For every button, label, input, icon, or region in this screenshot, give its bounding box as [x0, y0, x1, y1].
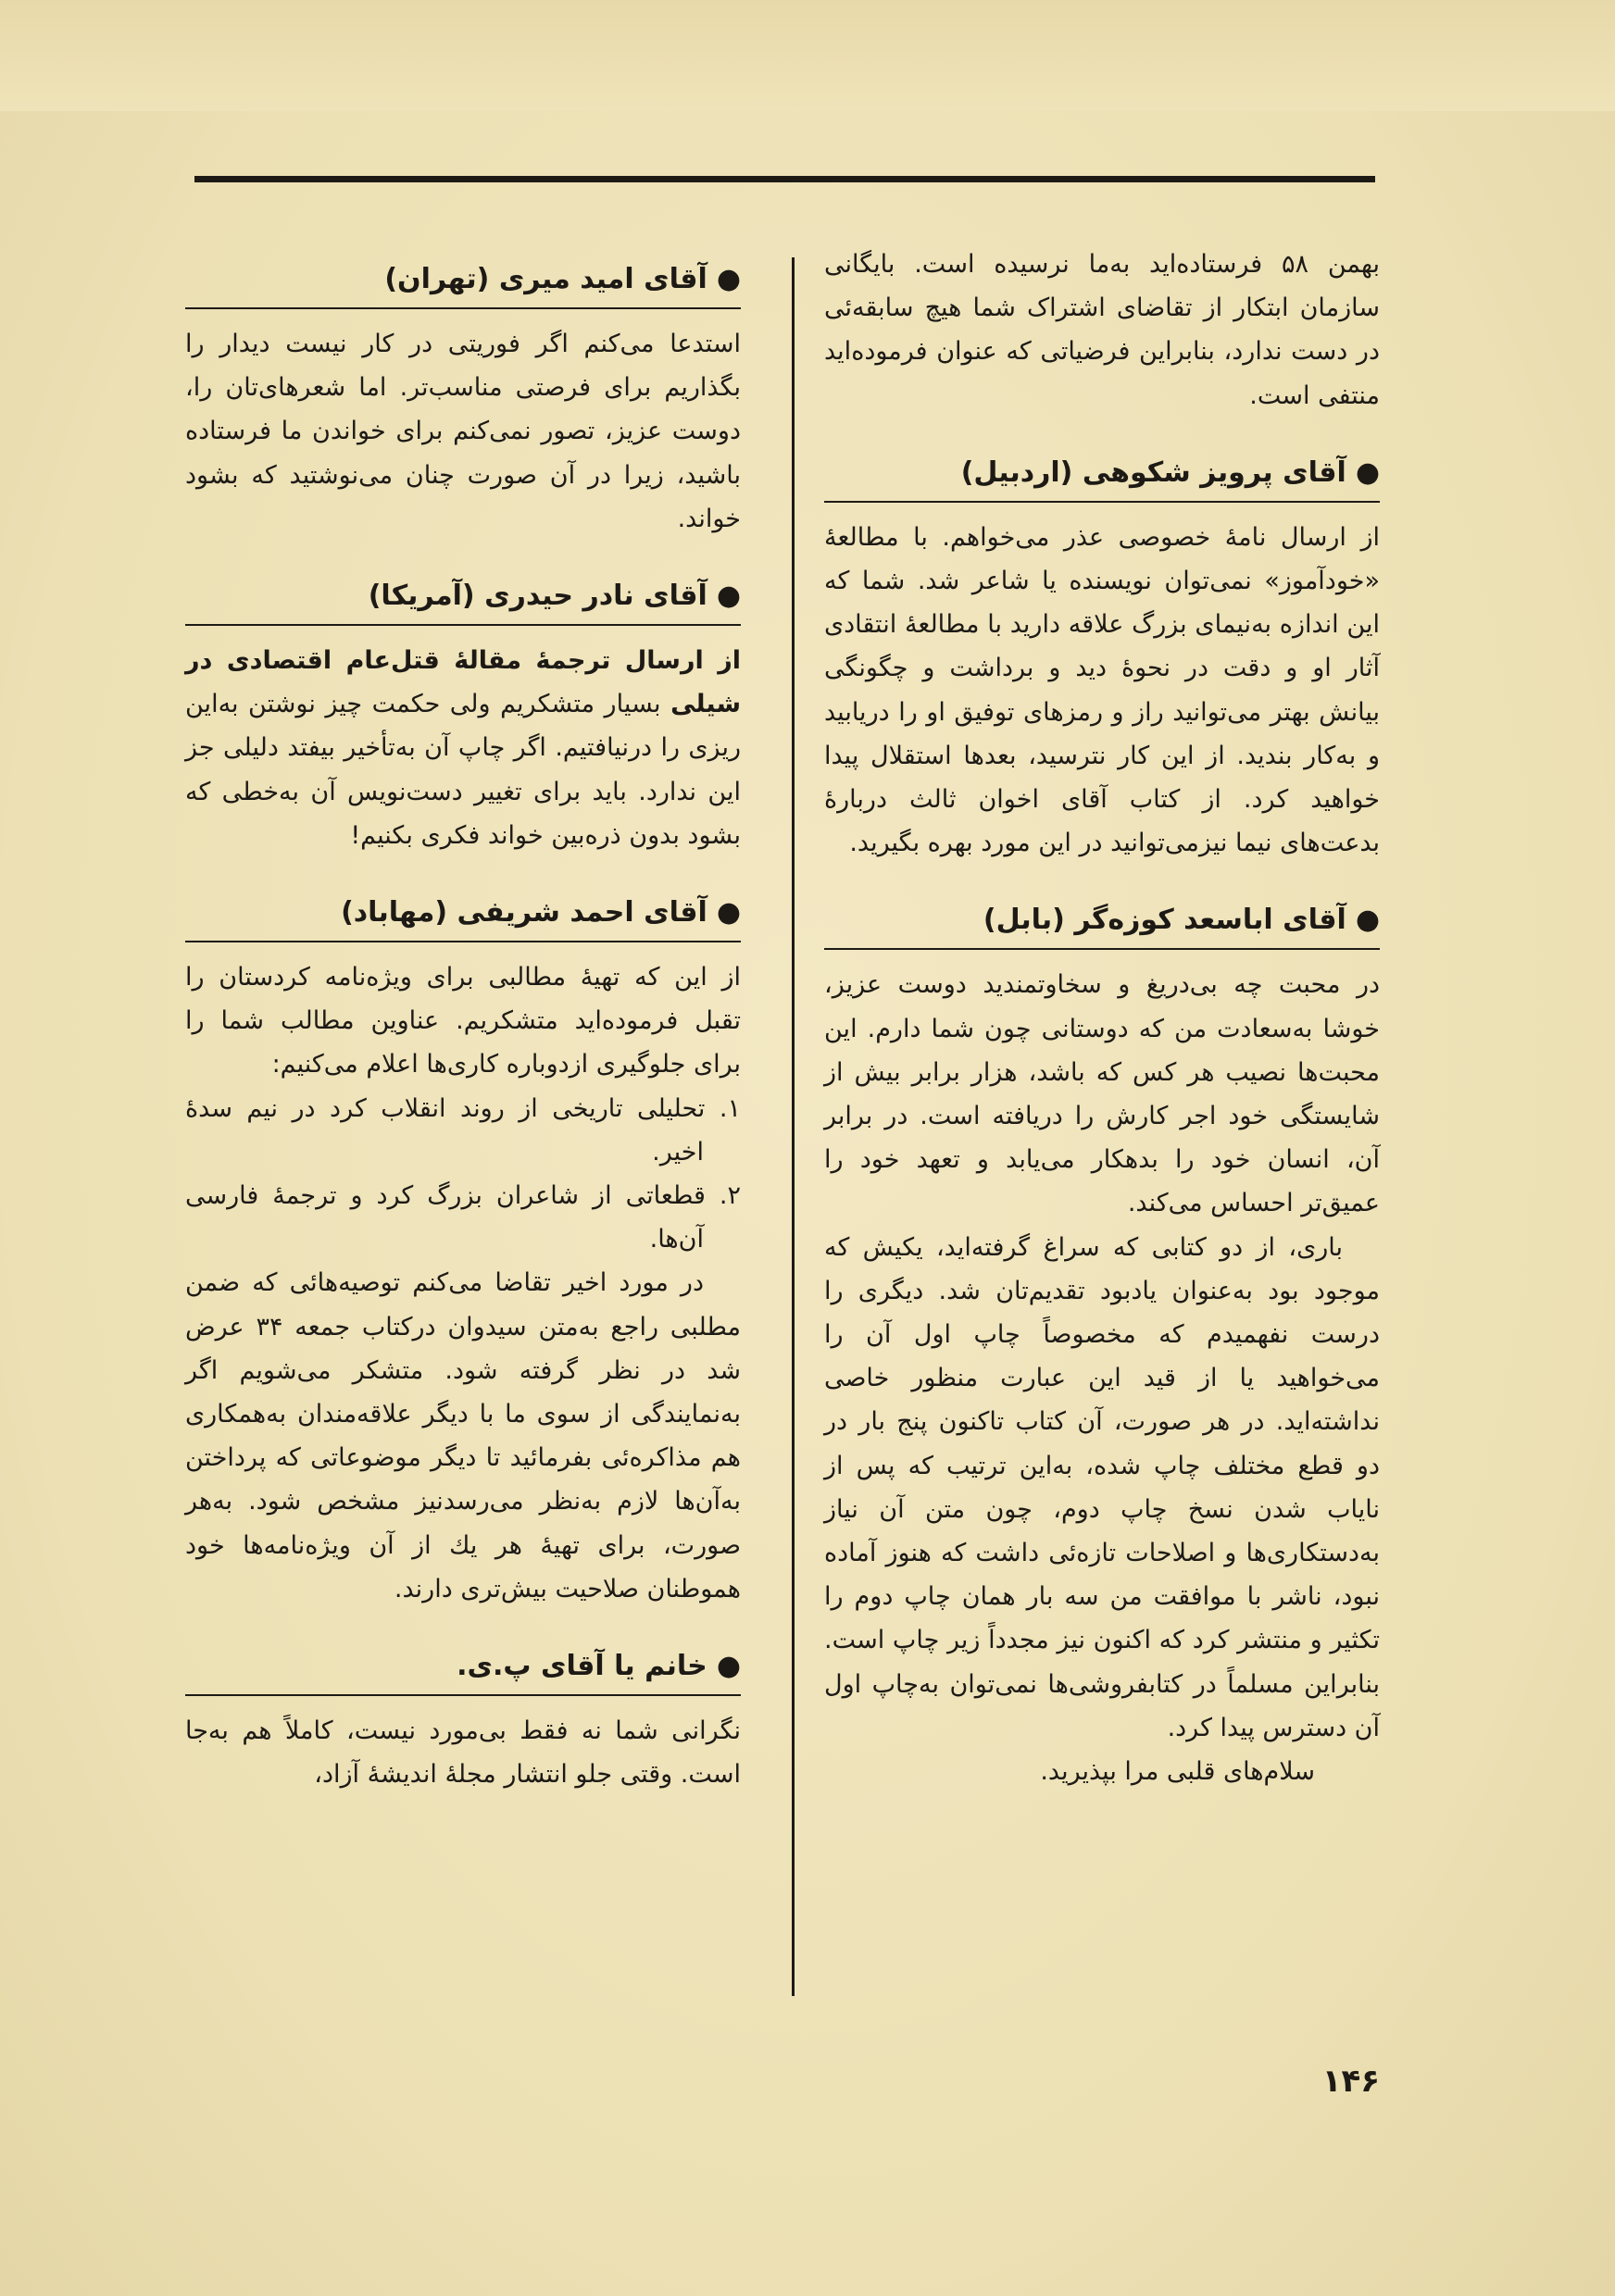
letter-omid-miri: [185, 257, 741, 541]
bullet-icon: ●: [1355, 455, 1380, 489]
bullet-icon: ●: [716, 580, 741, 613]
right-intro: [824, 243, 1380, 418]
letter-heading: [824, 898, 1380, 950]
letter-body: [185, 639, 741, 857]
letter-paragraph: باری، از دو کتابی که سراغ گرفته‌اید، یکیش که موجود بود به‌عنوان یادبود تقدیم‌تان شد. دیگری را درست نفهمیدم که مخصوصاً چاپ اول آن را می‌خواهید یا از قید این عبارت منظور خاصی نداشته‌اید. در هر صورت، آن کتاب تاکنون پنج بار در دو قطع مختلف چاپ شده، به‌این ترتیب که پس از نایاب شدن نسخ چاپ دوم، چون متن آن نیاز به‌دستکاری‌ها و اصلاحات تازه‌ئی داشت که هنوز آماده نبود، ناشر با موافقت من سه بار همان چاپ دوم را تکثیر و منتشر کرد که اکنون نیز مجدداً زیر چاپ است. بنابراین مسلماً در کتابفروشی‌ها نمی‌توان به‌چاپ اول آن دسترس پیدا کرد.: [824, 1232, 1380, 1742]
bullet-icon: ●: [716, 896, 741, 930]
bullet-icon: ●: [1355, 904, 1380, 937]
bullet-icon: ●: [716, 263, 741, 295]
column-divider: [792, 257, 795, 1996]
page-top-edge: [0, 0, 1615, 111]
intro-text: بهمن ۵۸ فرستاده‌اید به‌ما نرسیده است. بایگانی سازمان ابتکار از تقاضای اشتراک شما هیچ سابقه‌ئی در دست ندارد، بنابراین فرضیاتی که عنوان فرموده‌اید منتفی است.: [824, 250, 1380, 410]
letter-parviz-shokouhi: [824, 451, 1380, 866]
letter-heading: [824, 451, 1380, 503]
letter-p-y: [185, 1644, 741, 1796]
list-item: ۱. تحلیلی تاریخی از روند انقلاب کرد در نیم سدهٔ اخیر.: [185, 1093, 741, 1167]
letter-body: از ارسال نامهٔ خصوصی عذر می‌خواهم. با مطالعهٔ «خودآموز» نمی‌توان نویسنده یا شاعر شد. شما که این اندازه به‌نیمای بزرگ علاقه دارید با مطالعهٔ انتقادی آثار او و دقت در نحوهٔ دید و برداشت و چگونگی بیانش بهتر می‌توانید راز و رمزهای توفیق او را دریابید و به‌کار بندید. از این کار نترسید، بعدها استقلال پیدا خواهید کرد. از کتاب آقای اخوان ثالث دربارهٔ بدعت‌های نیما نیزمی‌توانید در این مورد بهره بگیرید.: [824, 522, 1380, 858]
left-column: [185, 243, 741, 1796]
right-column: [824, 243, 1380, 1793]
top-rule: [194, 176, 1375, 182]
letter-body-bold: از ارسال ترجمهٔ مقالهٔ قتل‌عام اقتصادی در شیلی: [185, 646, 741, 719]
letter-heading-text: آقای احمد شریفی (مهاباد): [341, 896, 707, 930]
letter-paragraph: در مورد اخیر تقاضا می‌کنم توصیه‌هائی که ضمن مطلبی راجع به‌متن سیدوان درکتاب جمعه ۳۴ عرض شد در نظر گرفته شود. متشکر می‌شویم اگر به‌نمایندگی از سوی ما با دیگر علاقه‌مندان به‌همکاری هم مذاکره‌ئی بفرمائید تا دیگر موضوعاتی که پرداختن به‌آن‌ها لازم به‌نظر می‌رسدنیز مشخص شود. به‌هر صورت، برای تهیهٔ هر یك از آن ویژه‌نامه‌ها خود هموطنان صلاحیت بیش‌تری دارند.: [185, 1268, 741, 1603]
list-item: ۲. قطعاتی از شاعران بزرگ کرد و ترجمهٔ فارسی آن‌ها.: [185, 1181, 741, 1254]
letter-abasaad-kuzegar: [824, 898, 1380, 1793]
letter-heading: [185, 257, 741, 309]
letter-heading-text: خانم یا آقای پ.ی.: [457, 1650, 707, 1683]
bullet-icon: ●: [716, 1650, 741, 1683]
letter-body: نگرانی شما نه فقط بی‌مورد نیست، کاملاً هم به‌جا است. وقتی جلو انتشار مجلهٔ اندیشهٔ آزاد،: [185, 1716, 741, 1790]
letter-paragraph: در محبت چه بی‌دریغ و سخاوتمندید دوست عزیز، خوشا به‌سعادت من که دوستانی چون شما دارم. این محبت‌ها نصیب هر کس که باشد، هزار برابر بیش از شایستگی خود اجر کارش را دریافته است. در برابر آن، انسان خود را بدهکار می‌یابد و تعهد خود را عمیق‌تر احساس می‌کند.: [824, 970, 1380, 1218]
letter-signoff: سلام‌های قلبی مرا بپذیرید.: [1040, 1757, 1315, 1787]
letter-heading: [185, 1644, 741, 1696]
page-number: ۱۴۶: [1321, 2063, 1380, 2100]
letter-heading-text: آقای امید میری (تهران): [384, 263, 707, 295]
letter-heading-text: آقای اباسعد کوزه‌گر (بابل): [983, 904, 1346, 937]
letter-heading-text: آقای پرویز شکوهی (اردبیل): [960, 455, 1346, 489]
letter-body: استدعا می‌کنم اگر فوریتی در کار نیست دیدار را بگذاریم برای فرصتی مناسب‌تر. اما شعرهای‌تان را، دوست عزیز، تصور نمی‌کنم برای خواندن ما فرستاده باشید، زیرا در آن صورت چنان می‌نوشتید که بشود خواند.: [185, 330, 741, 533]
letter-heading: [185, 891, 741, 942]
letter-nader-heydari: [185, 574, 741, 857]
letter-ahmad-sharifi: [185, 891, 741, 1611]
letter-paragraph: از این که تهیهٔ مطالبی برای ویژه‌نامه کردستان را تقبل فرموده‌اید متشکریم. عناوین مطالب شما را برای جلوگیری ازدوباره کاری‌ها اعلام می‌کنیم:: [185, 963, 741, 1079]
letter-heading: [185, 574, 741, 626]
letter-body-rest: بسیار متشکریم ولی حکمت چیز نوشتن به‌این ریزی را درنیافتیم. اگر چاپ آن به‌تأخیر بیفتد دلیلی جز این ندارد. باید برای تغییر دست‌نویس آن به‌خطی که بشود بدون ذره‌بین خواند فکری بکنیم!: [185, 690, 741, 850]
letter-heading-text: آقای نادر حیدری (آمریکا): [368, 580, 707, 613]
